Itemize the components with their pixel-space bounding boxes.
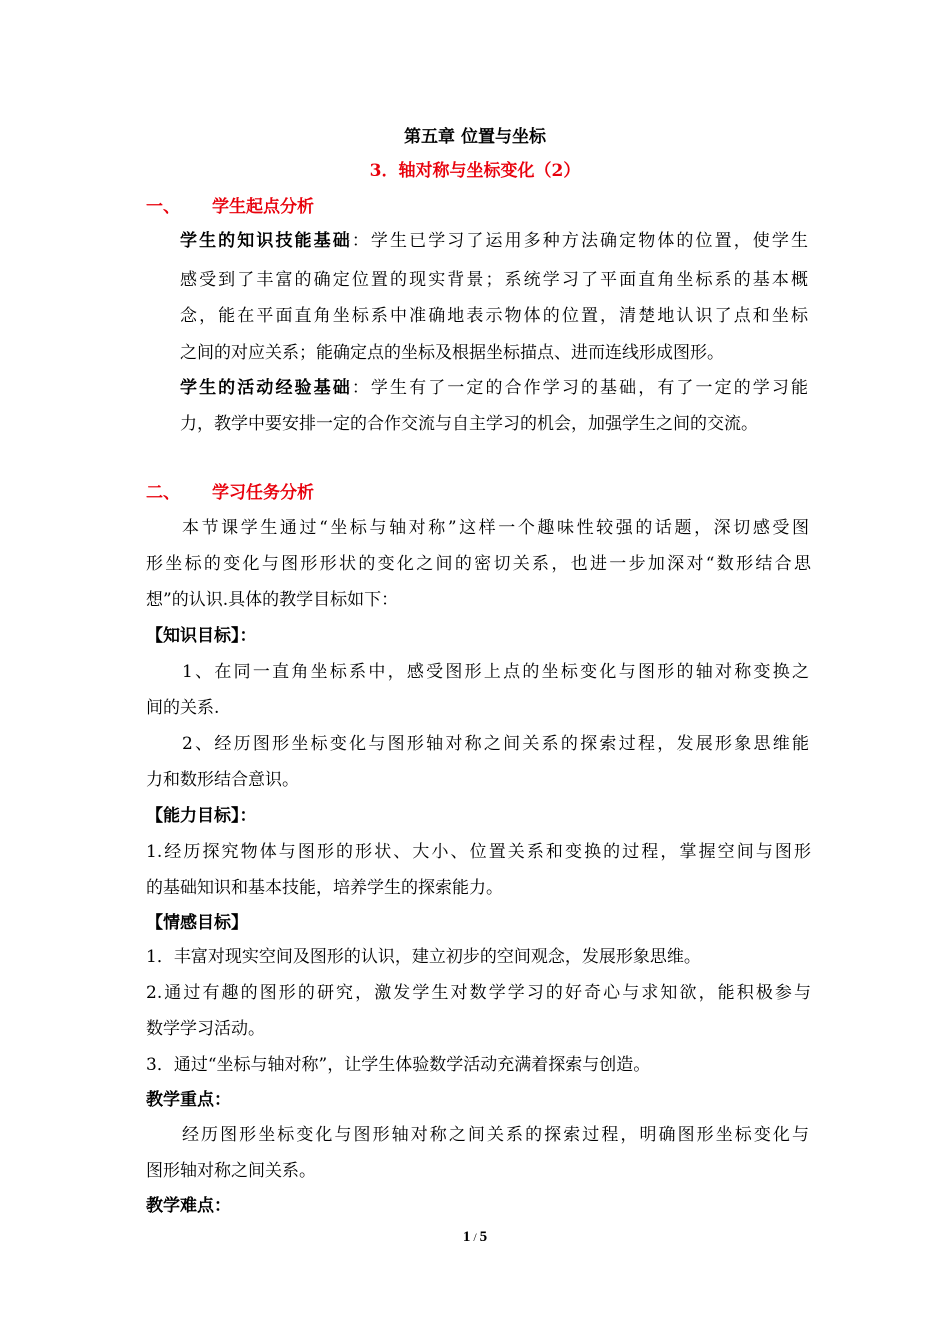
page-number bbox=[0, 1229, 950, 1246]
chapter-title: 第五章 位置与坐标 bbox=[404, 127, 546, 147]
ability-goal-line: 1.经历探究物体与图形的形状、大小、位置关系和变换的过程，掌握空间与图形 bbox=[146, 842, 811, 862]
lesson-subtitle: 3．轴对称与坐标变化（2） bbox=[369, 161, 581, 181]
ability-goal-label: 【能力目标】： bbox=[146, 806, 257, 826]
knowledge-goal-line: 间的关系. bbox=[146, 698, 220, 718]
key-point-line: 图形轴对称之间关系。 bbox=[146, 1161, 316, 1181]
knowledge-goal-line: 2、经历图形坐标变化与图形轴对称之间关系的探索过程，发展形象思维能 bbox=[182, 734, 809, 754]
emotion-goal-line: 数学学习活动。 bbox=[146, 1019, 265, 1039]
difficulty-label: 教学难点： bbox=[146, 1196, 231, 1216]
ability-goal-line: 的基础知识和基本技能，培养学生的探索能力。 bbox=[146, 878, 503, 898]
knowledge-goal-line: 1、在同一直角坐标系中，感受图形上点的坐标变化与图形的轴对称变换之 bbox=[182, 662, 809, 682]
emotion-goal-line: 1．丰富对现实空间及图形的认识，建立初步的空间观念，发展形象思维。 bbox=[146, 947, 701, 967]
section1-title: 学生起点分析 bbox=[212, 197, 314, 217]
section1-number: 一、 bbox=[146, 197, 180, 217]
section2-number: 二、 bbox=[146, 483, 180, 503]
page-separator: / bbox=[470, 1230, 480, 1244]
emotion-goal-line: 2.通过有趣的图形的研究，激发学生对数学学习的好奇心与求知欲，能积极参与 bbox=[146, 983, 811, 1003]
knowledge-goal-label: 【知识目标】： bbox=[146, 626, 257, 646]
key-point-line: 经历图形坐标变化与图形轴对称之间关系的探索过程，明确图形坐标变化与 bbox=[182, 1125, 809, 1145]
key-point-label: 教学重点： bbox=[146, 1090, 231, 1110]
intro-line: 想”的认识.具体的教学目标如下： bbox=[146, 590, 399, 610]
knowledge-paragraph-line: 感受到了丰富的确定位置的现实背景；系统学习了平面直角坐标系的基本概 bbox=[180, 270, 808, 290]
section2-heading bbox=[146, 482, 314, 504]
knowledge-label: 学生的知识技能基础 bbox=[180, 231, 352, 251]
current-page: 1 bbox=[462, 1229, 471, 1245]
section1-heading bbox=[146, 196, 314, 218]
emotion-goal-line: 3．通过“坐标与轴对称”，让学生体验数学活动充满着探索与创造。 bbox=[146, 1055, 651, 1075]
emotion-goal-label: 【情感目标】 bbox=[146, 913, 248, 933]
intro-line: 本节课学生通过“坐标与轴对称”这样一个趣味性较强的话题，深切感受图 bbox=[182, 518, 809, 538]
intro-line: 形坐标的变化与图形形状的变化之间的密切关系，也进一步加深对“数形结合思 bbox=[146, 554, 811, 574]
total-pages: 5 bbox=[479, 1229, 488, 1245]
knowledge-paragraph-line: 之间的对应关系；能确定点的坐标及根据坐标描点、进而连线形成图形。 bbox=[180, 343, 724, 363]
activity-paragraph-line: 学生的活动经验基础：学生有了一定的合作学习的基础，有了一定的学习能 bbox=[180, 378, 808, 398]
section2-title: 学习任务分析 bbox=[212, 483, 314, 503]
knowledge-paragraph-line: 学生的知识技能基础：学生已学习了运用多种方法确定物体的位置，使学生 bbox=[180, 231, 808, 251]
knowledge-paragraph-line: 念，能在平面直角坐标系中准确地表示物体的位置，清楚地认识了点和坐标 bbox=[180, 306, 808, 326]
knowledge-goal-line: 力和数形结合意识。 bbox=[146, 770, 299, 790]
activity-label: 学生的活动经验基础 bbox=[180, 378, 352, 398]
activity-paragraph-line: 力，教学中要安排一定的合作交流与自主学习的机会，加强学生之间的交流。 bbox=[180, 414, 758, 434]
